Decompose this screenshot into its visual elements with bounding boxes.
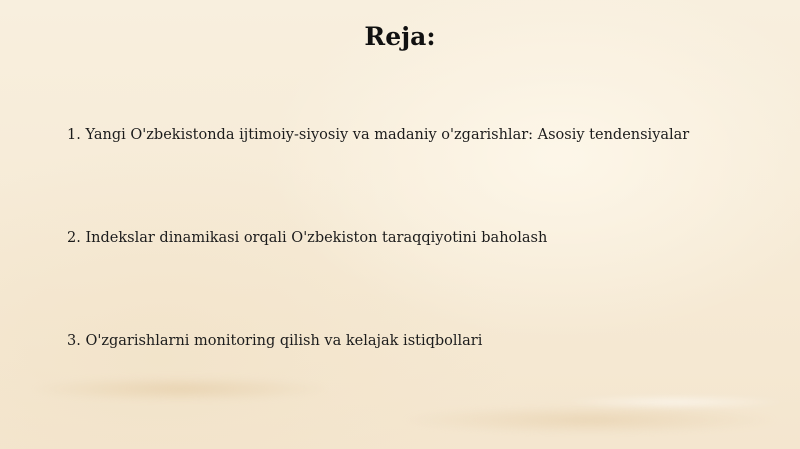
decorative-swoosh xyxy=(30,376,330,402)
decorative-swoosh xyxy=(560,395,790,409)
decorative-swoosh xyxy=(400,405,780,435)
slide-title: Reja: xyxy=(364,22,436,51)
plan-item-2: 2. Indekslar dinamikasi orqali O'zbekiston taraqqiyotini baholash xyxy=(67,230,548,246)
plan-item-1: 1. Yangi O'zbekistonda ijtimoiy-siyosiy va madaniy o'zgarishlar: Asosiy tendensiyalar xyxy=(67,127,690,143)
plan-item-3: 3. O'zgarishlarni monitoring qilish va kelajak istiqbollari xyxy=(67,333,483,349)
